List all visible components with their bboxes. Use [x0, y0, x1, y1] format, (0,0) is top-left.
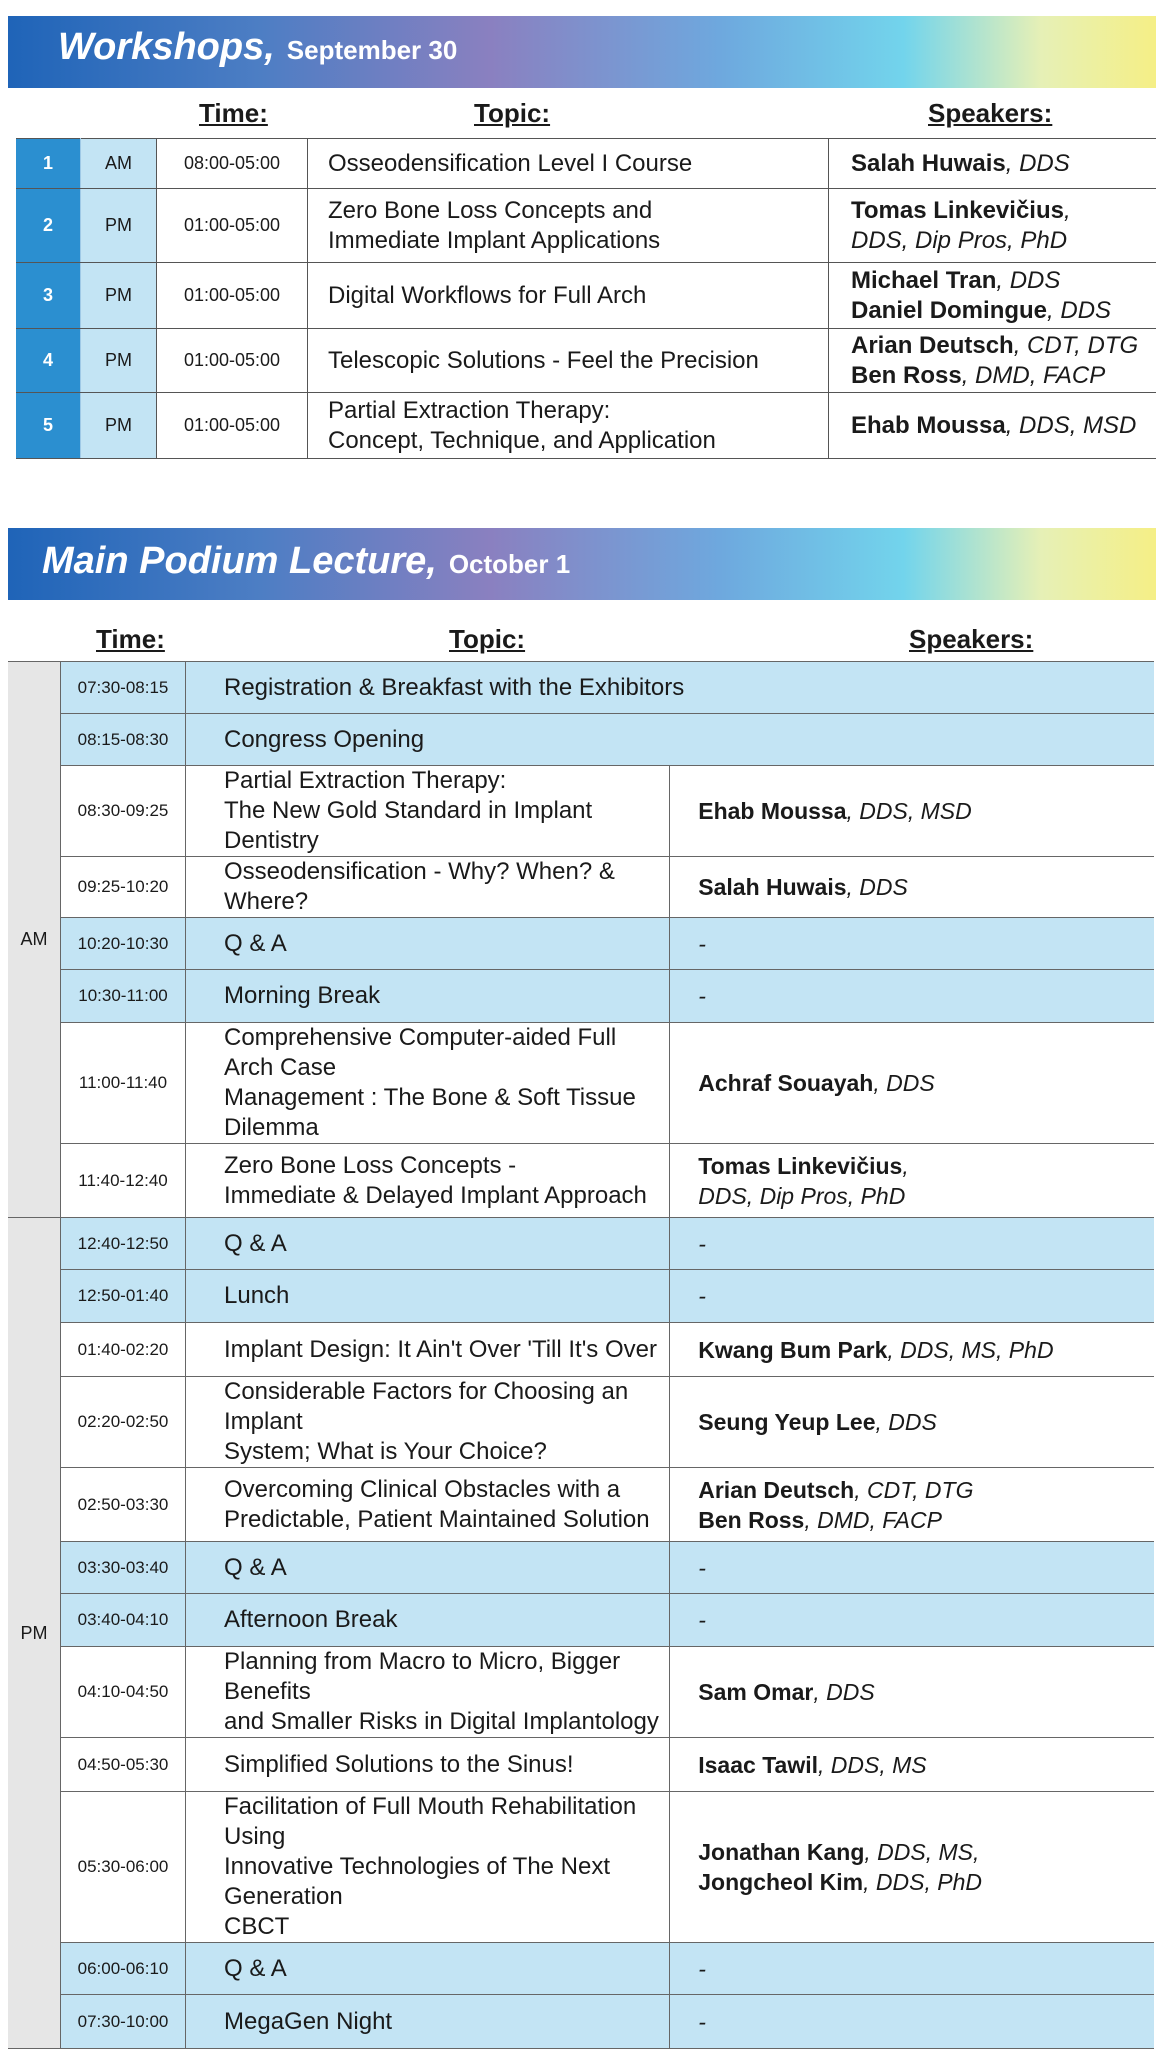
- speaker-line: [698, 872, 1154, 902]
- speaker-credentials: DDS, Dip Pros, PhD: [698, 1182, 906, 1209]
- topic-line: Implant Design: It Ain't Over 'Till It's Over: [224, 1335, 657, 1363]
- speaker-line: [851, 266, 1156, 296]
- topic-line: Planning from Macro to Micro, Bigger Benefits: [224, 1648, 621, 1705]
- speaker-name: Tomas Linkevičius: [698, 1152, 903, 1179]
- speaker-line: [851, 296, 1156, 326]
- speaker-line: [698, 1553, 1154, 1583]
- lecture-speakers: [670, 1023, 1154, 1144]
- workshop-time: 01:00-05:00: [157, 393, 308, 459]
- topic-line: Osseodensification Level I Course: [328, 149, 693, 177]
- lecture-row: [8, 857, 1154, 918]
- workshop-row: [16, 189, 1156, 263]
- speaker-name: Ehab Moussa: [698, 798, 847, 824]
- lecture-row: [8, 1468, 1154, 1542]
- workshop-topic: [308, 263, 829, 329]
- workshop-time: 01:00-05:00: [157, 329, 308, 393]
- topic-line: Digital Workflows for Full Arch: [328, 281, 647, 309]
- speaker-credentials: , DDS: [873, 1070, 935, 1096]
- speaker-credentials: -: [698, 1955, 706, 1982]
- speaker-line: [698, 1407, 1154, 1437]
- lecture-row: [8, 1594, 1154, 1647]
- workshop-number: 5: [16, 393, 81, 459]
- speaker-line: [698, 1750, 1154, 1780]
- speaker-credentials: , DDS: [1047, 296, 1112, 324]
- lecture-time: 02:50-03:30: [61, 1468, 186, 1542]
- lecture-topic: [186, 1738, 670, 1792]
- speaker-line: [698, 2007, 1154, 2037]
- speaker-credentials: -: [698, 930, 706, 957]
- speaker-name: Tomas Linkevičius: [851, 196, 1064, 224]
- topic-line: Immediate & Delayed Implant Approach: [224, 1181, 647, 1209]
- lecture-row: [8, 1995, 1154, 2049]
- lecture-time: 08:30-09:25: [61, 766, 186, 857]
- lecture-row: [8, 1377, 1154, 1468]
- workshop-number: 4: [16, 329, 81, 393]
- workshop-topic: [308, 393, 829, 459]
- workshop-number: 3: [16, 263, 81, 329]
- workshop-speakers: [829, 263, 1157, 329]
- speaker-line: [698, 1677, 1154, 1707]
- speaker-name: Michael Tran: [851, 266, 997, 294]
- lecture-topic: [186, 918, 670, 970]
- speaker-credentials: -: [698, 1607, 706, 1633]
- workshop-time: 01:00-05:00: [157, 263, 308, 329]
- speaker-name: Ben Ross: [851, 361, 962, 389]
- speaker-credentials: , DDS, MS,: [864, 1839, 980, 1865]
- workshop-topic: [308, 189, 829, 263]
- workshops-date: September 30: [286, 35, 458, 65]
- speaker-name: Ben Ross: [698, 1506, 805, 1533]
- speaker-line: [698, 1837, 1154, 1867]
- lecture-topic: [186, 857, 670, 918]
- lecture-time: 04:10-04:50: [61, 1647, 186, 1738]
- speaker-line: [851, 149, 1156, 179]
- speaker-line: [698, 1605, 1154, 1635]
- speaker-credentials: , DDS: [996, 266, 1061, 294]
- speaker-credentials: -: [698, 1554, 706, 1581]
- workshop-number: 2: [16, 189, 81, 263]
- topic-line: Q & A: [224, 1229, 287, 1257]
- lecture-speakers: [670, 1377, 1154, 1468]
- speaker-line: [698, 1954, 1154, 1984]
- speaker-line: [698, 981, 1154, 1011]
- topic-line: Innovative Technologies of The Next Generation: [224, 1853, 611, 1910]
- lecture-time: 04:50-05:30: [61, 1738, 186, 1792]
- speaker-line: [698, 929, 1154, 959]
- lecture-time: 01:40-02:20: [61, 1323, 186, 1377]
- workshop-topic: [308, 139, 829, 189]
- lecture-row: [8, 714, 1154, 766]
- speaker-name: Arian Deutsch: [851, 331, 1014, 359]
- main-podium-table: [8, 661, 1154, 2049]
- speaker-line: [698, 1867, 1154, 1897]
- lecture-row: [8, 766, 1154, 857]
- lecture-topic: [186, 1468, 670, 1542]
- speaker-credentials: ,: [902, 1152, 909, 1179]
- lecture-topic: [186, 1647, 670, 1738]
- topic-line: Morning Break: [224, 982, 381, 1009]
- workshop-row: [16, 263, 1156, 329]
- speaker-line: [698, 1505, 1154, 1535]
- lecture-speakers: [670, 1995, 1154, 2049]
- speaker-line: [698, 1181, 1154, 1211]
- lecture-speakers: [670, 1218, 1154, 1270]
- lecture-speakers: [670, 1738, 1154, 1792]
- workshop-row: [16, 329, 1156, 393]
- main-podium-topic-header: Topic:: [449, 624, 526, 654]
- lecture-speakers: [670, 857, 1154, 918]
- lecture-row: [8, 1738, 1154, 1792]
- topic-line: Q & A: [224, 1553, 287, 1581]
- speaker-credentials: -: [698, 983, 706, 1009]
- main-podium-banner: [8, 528, 1156, 600]
- speaker-credentials: , DDS, PhD: [863, 1869, 982, 1895]
- lecture-row: [8, 1647, 1154, 1738]
- speaker-credentials: , DDS: [846, 874, 908, 900]
- topic-line: Overcoming Clinical Obstacles with a: [224, 1475, 621, 1503]
- lecture-time: 11:40-12:40: [61, 1144, 186, 1218]
- workshops-speakers-header: Speakers:: [928, 98, 1053, 128]
- topic-line: Management : The Bone & Soft Tissue Dilemma: [224, 1084, 636, 1141]
- topic-line: Telescopic Solutions - Feel the Precision: [328, 346, 759, 374]
- lecture-topic: [186, 1542, 670, 1594]
- speaker-line: [698, 796, 1154, 826]
- speaker-credentials: -: [698, 1230, 706, 1257]
- main-podium-date: October 1: [448, 549, 571, 579]
- speaker-credentials: ,: [1063, 196, 1071, 224]
- topic-line: Afternoon Break: [224, 1606, 398, 1633]
- workshop-period: PM: [81, 189, 157, 263]
- topic-line: Predictable, Patient Maintained Solution: [224, 1505, 650, 1533]
- speaker-name: Daniel Domingue: [851, 296, 1048, 324]
- workshop-time: 08:00-05:00: [157, 139, 308, 189]
- speaker-line: [851, 196, 1156, 226]
- lecture-row: [8, 970, 1154, 1023]
- lecture-speakers: [670, 1323, 1154, 1377]
- speaker-credentials: , DDS: [875, 1409, 937, 1435]
- speaker-line: [698, 1151, 1154, 1181]
- workshop-speakers: [829, 189, 1157, 263]
- workshops-banner: [8, 16, 1156, 88]
- workshops-title: Workshops,: [58, 26, 275, 68]
- speaker-line: [851, 331, 1156, 361]
- speaker-name: Ehab Moussa: [851, 411, 1006, 439]
- speaker-name: Sam Omar: [698, 1679, 814, 1705]
- workshop-period: PM: [81, 329, 157, 393]
- speaker-name: Jonathan Kang: [698, 1839, 865, 1865]
- topic-line: System; What is Your Choice?: [224, 1438, 547, 1465]
- workshops-table: [16, 138, 1156, 459]
- topic-line: Concept, Technique, and Application: [328, 426, 716, 454]
- lecture-speakers: [670, 1594, 1154, 1647]
- lecture-topic: [186, 1323, 670, 1377]
- lecture-topic: [186, 1144, 670, 1218]
- topic-line: Partial Extraction Therapy:: [328, 396, 611, 424]
- topic-line: Facilitation of Full Mouth Rehabilitation Using: [224, 1793, 637, 1850]
- workshop-period: PM: [81, 393, 157, 459]
- speaker-line: [698, 1068, 1154, 1098]
- speaker-credentials: DDS, Dip Pros, PhD: [851, 226, 1068, 254]
- lecture-speakers: [670, 1647, 1154, 1738]
- workshop-period: AM: [81, 139, 157, 189]
- speaker-credentials: -: [698, 2008, 706, 2035]
- lecture-topic: [186, 714, 1155, 766]
- lecture-row: [8, 1542, 1154, 1594]
- speaker-credentials: , DMD, FACP: [961, 361, 1106, 389]
- lecture-time: 09:25-10:20: [61, 857, 186, 918]
- workshops-topic-header: Topic:: [474, 98, 551, 128]
- lecture-row: [8, 1023, 1154, 1144]
- lecture-topic: [186, 1218, 670, 1270]
- topic-line: Q & A: [224, 929, 287, 957]
- speaker-name: Achraf Souayah: [698, 1070, 874, 1096]
- lecture-topic: [186, 1270, 670, 1323]
- lecture-speakers: [670, 1270, 1154, 1323]
- topic-line: MegaGen Night: [224, 2007, 393, 2035]
- am-label: AM: [8, 662, 61, 1218]
- speaker-line: [851, 411, 1156, 441]
- lecture-time: 10:30-11:00: [61, 970, 186, 1023]
- speaker-line: [851, 226, 1156, 256]
- pm-label: PM: [8, 1218, 61, 2049]
- lecture-speakers: [670, 970, 1154, 1023]
- lecture-time: 03:30-03:40: [61, 1542, 186, 1594]
- speaker-credentials: , DDS, MS: [818, 1751, 927, 1778]
- lecture-time: 10:20-10:30: [61, 918, 186, 970]
- lecture-speakers: [670, 766, 1154, 857]
- topic-line: Considerable Factors for Choosing an Implant: [224, 1378, 629, 1435]
- speaker-credentials: , DDS, MSD: [1005, 411, 1137, 439]
- speaker-credentials: , DDS: [813, 1679, 875, 1705]
- speaker-name: Seung Yeup Lee: [698, 1409, 876, 1435]
- speaker-name: Arian Deutsch: [698, 1476, 855, 1503]
- topic-line: and Smaller Risks in Digital Implantology: [224, 1708, 659, 1735]
- workshop-row: [16, 393, 1156, 459]
- workshop-number: 1: [16, 139, 81, 189]
- speaker-credentials: , CDT, DTG: [1013, 331, 1139, 359]
- lecture-row: [8, 1323, 1154, 1377]
- lecture-time: 05:30-06:00: [61, 1792, 186, 1943]
- speaker-line: [698, 1229, 1154, 1259]
- speaker-line: [698, 1475, 1154, 1505]
- topic-line: Osseodensification - Why? When? & Where?: [224, 858, 615, 915]
- topic-line: Immediate Implant Applications: [328, 226, 661, 254]
- workshop-speakers: [829, 393, 1157, 459]
- lecture-time: 12:50-01:40: [61, 1270, 186, 1323]
- main-podium-speakers-header: Speakers:: [909, 624, 1034, 654]
- lecture-row: [8, 1144, 1154, 1218]
- topic-line: Registration & Breakfast with the Exhibitors: [224, 673, 685, 701]
- lecture-row: [8, 918, 1154, 970]
- lecture-row: [8, 1218, 1154, 1270]
- topic-line: CBCT: [224, 1913, 290, 1940]
- workshop-speakers: [829, 139, 1157, 189]
- lecture-speakers: [670, 1542, 1154, 1594]
- speaker-credentials: , DDS, MSD: [846, 798, 972, 824]
- workshop-speakers: [829, 329, 1157, 393]
- lecture-topic: [186, 662, 1155, 714]
- speaker-credentials: , DDS: [1005, 149, 1070, 177]
- topic-line: Partial Extraction Therapy:: [224, 767, 507, 794]
- lecture-time: 11:00-11:40: [61, 1023, 186, 1144]
- topic-line: Congress Opening: [224, 725, 425, 753]
- lecture-row: [8, 662, 1154, 714]
- workshop-period: PM: [81, 263, 157, 329]
- lecture-topic: [186, 1377, 670, 1468]
- lecture-topic: [186, 1594, 670, 1647]
- topic-line: Q & A: [224, 1954, 287, 1982]
- main-podium-title: Main Podium Lecture,: [42, 540, 437, 582]
- topic-line: Zero Bone Loss Concepts -: [224, 1151, 517, 1179]
- speaker-name: Kwang Bum Park: [698, 1336, 888, 1363]
- lecture-time: 08:15-08:30: [61, 714, 186, 766]
- lecture-speakers: [670, 1943, 1154, 1995]
- speaker-line: [851, 361, 1156, 391]
- lecture-time: 02:20-02:50: [61, 1377, 186, 1468]
- lecture-topic: [186, 970, 670, 1023]
- topic-line: Comprehensive Computer-aided Full Arch Case: [224, 1024, 617, 1081]
- lecture-topic: [186, 766, 670, 857]
- lecture-time: 03:40-04:10: [61, 1594, 186, 1647]
- lecture-time: 06:00-06:10: [61, 1943, 186, 1995]
- workshop-time: 01:00-05:00: [157, 189, 308, 263]
- main-podium-time-header: Time:: [96, 624, 165, 654]
- speaker-line: [698, 1335, 1154, 1365]
- lecture-time: 07:30-10:00: [61, 1995, 186, 2049]
- speaker-credentials: , DMD, FACP: [804, 1506, 942, 1533]
- lecture-speakers: [670, 1468, 1154, 1542]
- lecture-row: [8, 1943, 1154, 1995]
- workshop-topic: [308, 329, 829, 393]
- speaker-name: Jongcheol Kim: [698, 1869, 864, 1895]
- lecture-time: 12:40-12:50: [61, 1218, 186, 1270]
- lecture-topic: [186, 1943, 670, 1995]
- speaker-name: Isaac Tawil: [698, 1751, 819, 1778]
- topic-line: Lunch: [224, 1282, 290, 1309]
- topic-line: The New Gold Standard in Implant Dentistry: [224, 797, 593, 854]
- topic-line: Zero Bone Loss Concepts and: [328, 196, 653, 224]
- lecture-row: [8, 1270, 1154, 1323]
- workshop-row: [16, 139, 1156, 189]
- speaker-credentials: , DDS, MS, PhD: [887, 1336, 1054, 1363]
- speaker-name: Salah Huwais: [851, 149, 1006, 177]
- lecture-topic: [186, 1995, 670, 2049]
- speaker-credentials: -: [698, 1283, 706, 1309]
- lecture-speakers: [670, 1144, 1154, 1218]
- lecture-topic: [186, 1023, 670, 1144]
- topic-line: Simplified Solutions to the Sinus!: [224, 1750, 574, 1778]
- workshops-time-header: Time:: [199, 98, 268, 128]
- speaker-line: [698, 1281, 1154, 1311]
- lecture-time: 07:30-08:15: [61, 662, 186, 714]
- speaker-name: Salah Huwais: [698, 874, 847, 900]
- lecture-speakers: [670, 918, 1154, 970]
- speaker-credentials: , CDT, DTG: [854, 1476, 974, 1503]
